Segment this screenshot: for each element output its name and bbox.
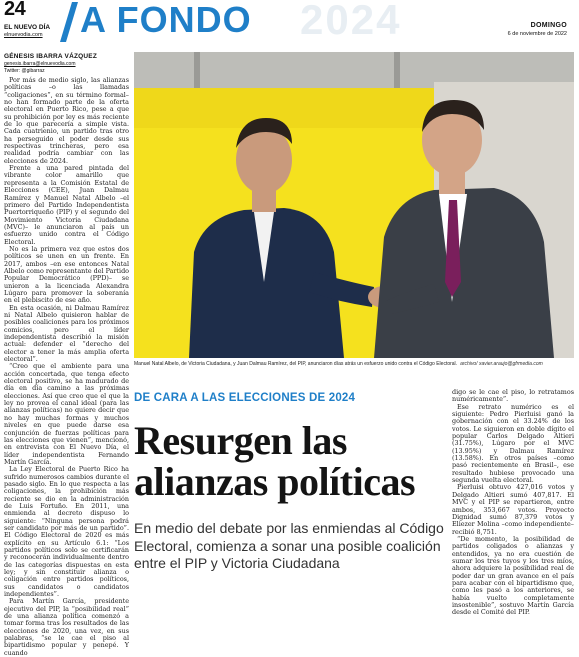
section-title: A FONDO xyxy=(80,0,252,40)
paragraph: Por más de medio siglo, las alianzas políticas –o las llamadas “coligaciones”, en su término formal– no han formado parte de la oferta electoral en Puerto Rico, pese a que su prohibición por ley es más reciente de lo que parecería a simple vista. Cada cuatrienio, un partido tras otro ha perseguido el poder desde sus respectivas trincheras, pero esa realidad podría cambiar con las elecciones de 2024. xyxy=(4,76,129,165)
byline xyxy=(4,53,128,74)
article-column-4 xyxy=(452,388,574,617)
photo-illustration xyxy=(134,52,574,358)
paper-name: EL NUEVO DÍA xyxy=(4,24,51,31)
paragraph: “Creo que el ambiente para una acción concertada, que tenga efecto electoral positivo, se ha madurado de día en día camino a las próximas elecciones. Así que creo que el que la ley no provea el canal ideal (para las alianzas políticas) no quiere decir que no hay muchas formas y muchos niveles en que puede darse esa conjunción de fuerzas políticas para las elecciones que vienen”, mencionó, en entrevista con El Nuevo Día, el líder independentista Fernando Martín García. xyxy=(4,362,129,466)
paragraph: En esta ocasión, ni Dalmau Ramírez ni Natal Albelo quisieron hablar de posibles coaliciones para los próximos comicios, pero el líder independentista describió la misión actual: defender el “derecho del elector a tener la más amplia oferta electoral”. xyxy=(4,303,129,364)
byline-email-link[interactable]: genesis.ibarra@elnuevodia.com xyxy=(4,61,76,67)
page-header xyxy=(0,0,579,44)
photo-credit: archivo/ xavier.araujo@gfrmedia.com xyxy=(460,361,543,367)
page-number: 24 xyxy=(4,0,26,20)
header-slash-divider xyxy=(60,2,78,42)
paragraph: “De momento, la posibilidad de partidos coligados o alianzas y entendidos, ya no era cuestión de sumar los tres tuyos y los tres míos, ahora adquiere la posibilidad real de poder dar un gran avance en el país para acabar con el bipartidismo que, como les pasó a los anteriores, se había vuelto completamente insostenible”, sostuvo Martín García desde el Comité del PIP. xyxy=(452,534,574,617)
paragraph: La Ley Electoral de Puerto Rico ha sufrido numerosos cambios durante el pasado siglo. En lo que respecta a las coligaciones, la prohibición más reciente se dio en la administración de Luis Fortuño. En 2011, una enmienda al decreto dispuso lo siguiente: “Ninguna persona podrá ser candidato por más de un partido”. El Código Electoral de 2020 es más explícito en su Artículo 6.1: “Los partidos políticos solo se certificarán y reconocerán individualmente dentro de las categorías dispuestas en esta ley; y sin constituir alianza o coligación entre partidos políticos, sus candidatos o candidatos independientes”. xyxy=(4,465,129,599)
paper-url-link[interactable]: elnuevodia.com xyxy=(4,32,43,38)
paragraph: digo se le cae el piso, lo retratamos numéricamente”. xyxy=(452,388,574,404)
byline-author: GÉNESIS IBARRA VÁZQUEZ xyxy=(4,53,98,60)
section-watermark: 2024 xyxy=(300,0,402,43)
paragraph: No es la primera vez que estos dos políticos se unen en un frente. En 2017, ambos –en ese entonces Natal Albelo como representante del Partido Popular Democrático (PPD)– se unieron a la licenciada Alexandra Lúgaro para promover la soberanía en el plebiscito de ese año. xyxy=(4,244,130,305)
paragraph: Frente a una pared pintada del vibrante color amarillo que representa a la Comisión Estatal de Elecciones (CEE), Juan Dalmau Ramírez y Manuel Natal Albelo –el primero del Partido Independentista Puertorriqueño (PIP) y el segundo del Movimiento Victoria Ciudadana (MVC)– le anunciaron al país un esfuerzo unido contra el Código Electoral. xyxy=(4,164,129,246)
issue-date: 6 de noviembre de 2022 xyxy=(507,31,567,37)
paragraph: Ese retrato numérico es el siguiente: Pedro Pierluisi ganó la gobernación con el 33.24% de los votos. Le siguieron en doble dígito el popular Carlos Delgado Altieri (31.75%), Lúgaro por el MVC (13.95%) y Dalmau Ramírez (13.58%). En otros países –como pasó recientemente en Brasil–, ese resultado hubiese provocado una segunda vuelta electoral. xyxy=(452,402,574,485)
deck-subheadline: En medio del debate por las enmiendas al Código Electoral, comienza a sonar una posible coalición entre el PIP y Victoria Ciudadana xyxy=(134,520,444,571)
lead-photo xyxy=(134,52,574,358)
article-column-1 xyxy=(4,76,130,657)
byline-twitter: Twitter: @gibarraz xyxy=(4,68,45,74)
kicker: DE CARA A LAS ELECCIONES DE 2024 xyxy=(134,392,356,404)
paragraph: Pierluisi obtuvo 427,016 votos y Delgado Altieri sumó 407,817. El MVC y el PIP se repartieron, entre ambos, 353,667 votos. Proyecto Dignidad sumó 87,379 votos y Eliezer Molina –como independiente– recibió 8,751. xyxy=(452,483,574,536)
issue-day: DOMINGO xyxy=(530,22,567,29)
headline xyxy=(134,420,452,502)
headline-line-1: Resurgen las xyxy=(134,418,347,463)
photo-caption xyxy=(134,361,574,367)
caption-text: Manuel Natal Albelo, de Victoria Ciudadana, y Juan Dalmau Ramírez, del PIP, anunciaron días atrás un esfuerzo unido contra el Código Electoral. xyxy=(134,361,458,367)
paragraph: Para Martín García, presidente ejecutivo del PIP, la “posibilidad real” de una alianza política comenzó a tomar forma tras los resultados de las elecciones de 2020, una vez, en sus palabras, “se le cae el piso al bipartidismo popular y penepé. Y cuando xyxy=(4,597,129,657)
headline-line-2: alianzas políticas xyxy=(134,459,416,504)
